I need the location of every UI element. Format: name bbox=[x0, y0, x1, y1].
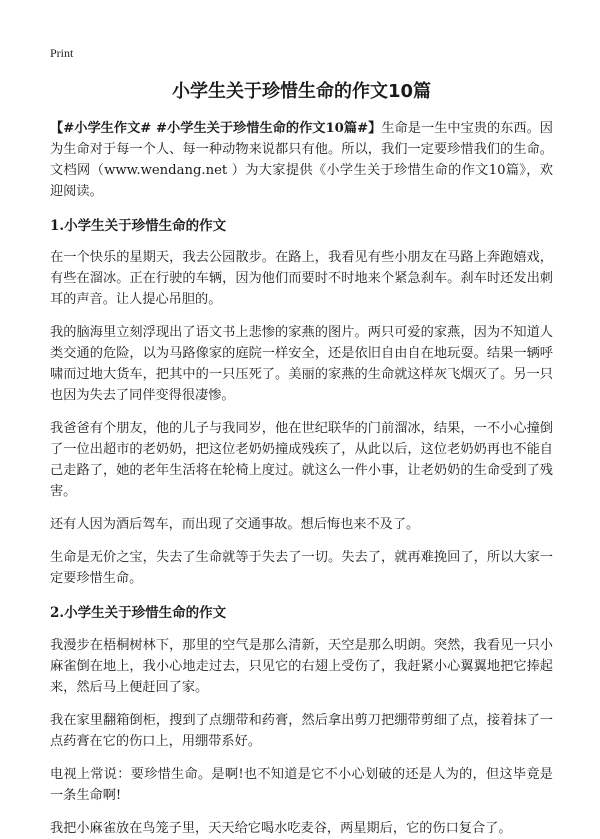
intro-text: 生命是一生中宝贵的东西。因为生命对于每一个人、每一种动物来说都只有他。所以，我们一定要珍惜我们的生命。文档网（www.wendang.net ）为大家提供《小学生关于珍惜生命的作文10篇》，欢迎阅读。 bbox=[50, 121, 553, 199]
intro-tags: 【#小学生作文# #小学生关于珍惜生命的作文10篇#】 bbox=[50, 121, 382, 136]
page-title: 小学生关于珍惜生命的作文10篇 bbox=[171, 81, 432, 102]
essay-section-1 bbox=[50, 216, 553, 589]
paragraph: 我在家里翻箱倒柜，搜到了点绷带和药膏，然后拿出剪刀把绷带剪细了点，接着抹了一点药膏在它的伤口上，用绷带系好。 bbox=[50, 713, 553, 749]
print-label: Print bbox=[50, 46, 74, 60]
paragraph: 我的脑海里立刻浮现出了语文书上悲惨的家燕的图片。两只可爱的家燕，因为不知道人类交通的危险，以为马路像家的庭院一样安全，还是依旧自由自在地玩耍。结果一辆呼啸而过地大货车，把其中的一只压死了。美丽的家燕的生命就这样灰飞烟灭了。另一只也因为失去了同伴变得很凄惨。 bbox=[50, 325, 553, 403]
paragraph: 我漫步在梧桐树林下，那里的空气是那么清新，天空是那么明朗。突然，我看见一只小麻雀倒在地上，我小心地走过去，只见它的右翅上受伤了，我赶紧小心翼翼地把它捧起来，然后马上便赶回了家。 bbox=[50, 638, 553, 695]
intro-paragraph bbox=[50, 118, 553, 202]
paragraph: 我爸爸有个朋友，他的儿子与我同岁，他在世纪联华的门前溜冰，结果，一不小心撞倒了一位出超市的老奶奶，把这位老奶奶撞成残疾了，从此以后，这位老奶奶再也不能自己走路了，她的老年生活将在轮椅上度过。就这么一件小事，让老奶奶的生命受到了残害。 bbox=[50, 421, 553, 499]
paragraph: 在一个快乐的星期天，我去公园散步。在路上，我看见有些小朋友在马路上奔跑嬉戏，有些在溜冰。正在行驶的车辆，因为他们而要时不时地来个紧急刹车。刹车时还发出刺耳的声音。让人提心吊胆的。 bbox=[50, 250, 553, 307]
paragraph: 我把小麻雀放在鸟笼子里，天天给它喝水吃麦谷，两星期后，它的伤口复合了。 bbox=[50, 821, 512, 836]
section-heading: 2.小学生关于珍惜生命的作文 bbox=[50, 605, 227, 621]
paragraph: 还有人因为酒后驾车，而出现了交通事故。想后悔也来不及了。 bbox=[50, 517, 420, 532]
section-heading: 1.小学生关于珍惜生命的作文 bbox=[50, 218, 227, 234]
essay-section-2 bbox=[50, 603, 553, 839]
paragraph: 电视上常说：要珍惜生命。是啊!也不知道是它不小心划破的还是人为的，但这毕竟是一条生命啊! bbox=[50, 767, 553, 803]
paragraph: 生命是无价之宝，失去了生命就等于失去了一切。失去了，就再难挽回了，所以大家一定要珍惜生命。 bbox=[50, 550, 553, 586]
